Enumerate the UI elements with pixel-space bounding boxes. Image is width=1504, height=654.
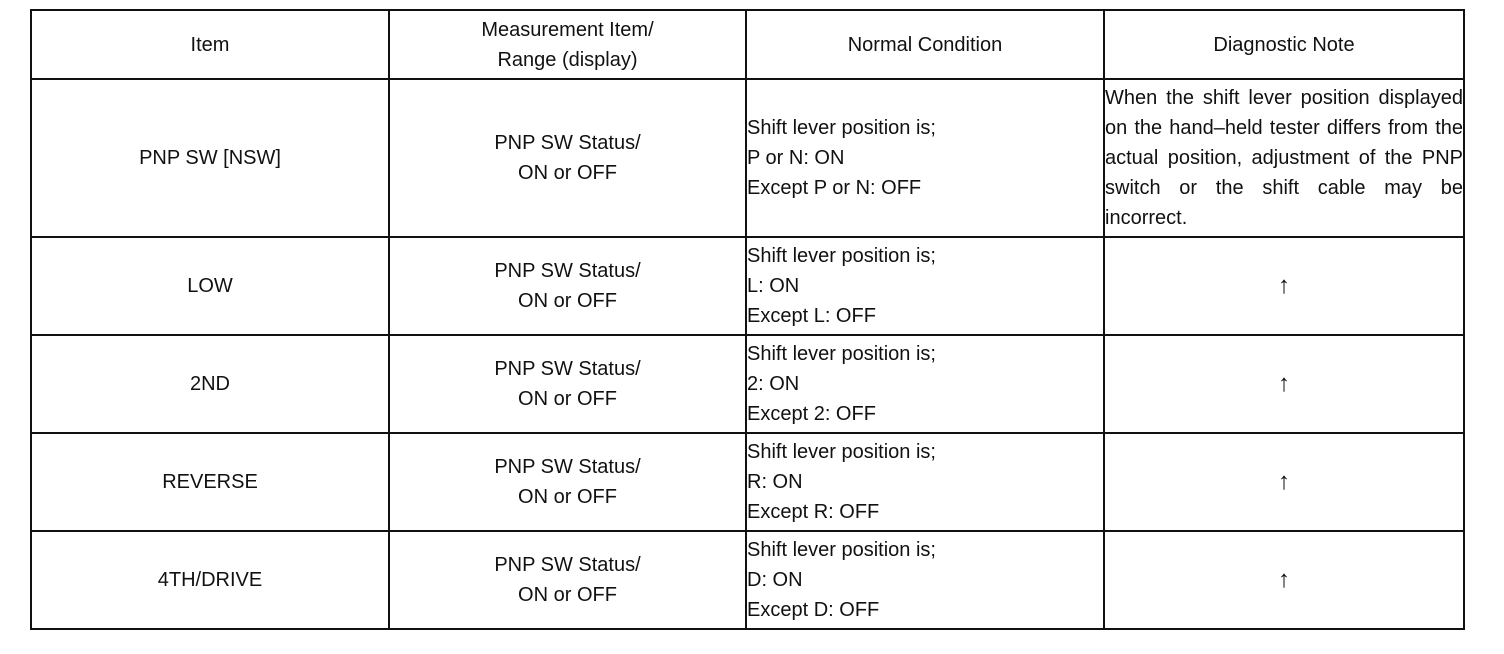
table-header-row bbox=[31, 10, 1464, 79]
normal-condition-line: Except P or N: OFF bbox=[747, 177, 922, 199]
diagnostic-note-cell bbox=[1104, 433, 1464, 531]
up-arrow-icon: ↑ bbox=[1278, 271, 1290, 299]
measurement-cell bbox=[389, 335, 746, 433]
table-row bbox=[31, 433, 1464, 531]
normal-condition-line: Except L: OFF bbox=[747, 305, 876, 327]
measurement-cell bbox=[389, 237, 746, 335]
header-measurement bbox=[389, 10, 746, 79]
normal-condition-line: Shift lever position is; bbox=[747, 343, 936, 365]
measurement-cell bbox=[389, 433, 746, 531]
item-name: PNP SW [NSW] bbox=[139, 147, 281, 169]
item-cell bbox=[31, 79, 389, 237]
header-item bbox=[31, 10, 389, 79]
normal-condition-line: P or N: ON bbox=[747, 147, 845, 169]
measurement-line: ON or OFF bbox=[518, 290, 617, 312]
measurement-line: ON or OFF bbox=[518, 486, 617, 508]
measurement-cell bbox=[389, 531, 746, 629]
normal-condition-cell bbox=[746, 335, 1104, 433]
up-arrow-icon: ↑ bbox=[1278, 467, 1290, 495]
normal-condition-cell bbox=[746, 433, 1104, 531]
measurement-line: ON or OFF bbox=[518, 584, 617, 606]
table-row bbox=[31, 335, 1464, 433]
item-name: LOW bbox=[187, 275, 233, 297]
item-name: 4TH/DRIVE bbox=[157, 569, 263, 591]
header-normal-label: Normal Condition bbox=[847, 33, 1003, 56]
measurement-line: PNP SW Status/ bbox=[494, 554, 641, 576]
normal-condition-cell bbox=[746, 237, 1104, 335]
item-cell bbox=[31, 531, 389, 629]
item-cell bbox=[31, 433, 389, 531]
item-name: 2ND bbox=[189, 373, 230, 395]
item-cell bbox=[31, 237, 389, 335]
measurement-cell bbox=[389, 79, 746, 237]
normal-condition-line: Shift lever position is; bbox=[747, 245, 936, 267]
normal-condition-cell bbox=[746, 531, 1104, 629]
normal-condition-line: Except R: OFF bbox=[747, 501, 880, 523]
measurement-line: PNP SW Status/ bbox=[494, 358, 641, 380]
normal-condition-line: Shift lever position is; bbox=[747, 539, 936, 561]
table-row bbox=[31, 79, 1464, 237]
up-arrow-icon: ↑ bbox=[1278, 565, 1290, 593]
item-cell bbox=[31, 335, 389, 433]
normal-condition-line: R: ON bbox=[747, 471, 803, 493]
normal-condition-line: L: ON bbox=[747, 275, 800, 297]
header-note-label: Diagnostic Note bbox=[1213, 33, 1355, 56]
up-arrow-icon: ↑ bbox=[1278, 369, 1290, 397]
header-measurement-line: Measurement Item/ bbox=[481, 18, 654, 41]
table-row bbox=[31, 531, 1464, 629]
normal-condition-line: 2: ON bbox=[747, 373, 800, 395]
header-item-label: Item bbox=[190, 33, 230, 56]
normal-condition-line: D: ON bbox=[747, 569, 803, 591]
measurement-line: ON or OFF bbox=[518, 388, 617, 410]
measurement-line: PNP SW Status/ bbox=[494, 260, 641, 282]
item-name: REVERSE bbox=[162, 471, 258, 493]
measurement-line: PNP SW Status/ bbox=[494, 132, 641, 154]
diagnostic-note-cell bbox=[1104, 335, 1464, 433]
measurement-line: PNP SW Status/ bbox=[494, 456, 641, 478]
header-normal-condition bbox=[746, 10, 1104, 79]
header-diagnostic-note bbox=[1104, 10, 1464, 79]
normal-condition-line: Shift lever position is; bbox=[747, 117, 936, 139]
diagnostic-note-cell bbox=[1104, 79, 1464, 237]
normal-condition-line: Except 2: OFF bbox=[747, 403, 876, 425]
diagnostic-table bbox=[30, 9, 1465, 630]
table-row bbox=[31, 237, 1464, 335]
measurement-line: ON or OFF bbox=[518, 162, 617, 184]
diagnostic-note-text: When the shift lever position displayed on the hand–held tester differs from the actual position, adjustment of the PNP switch or the shift cable may be incorrect. bbox=[1105, 87, 1463, 229]
normal-condition-cell bbox=[746, 79, 1104, 237]
header-measurement-line: Range (display) bbox=[497, 48, 638, 71]
normal-condition-line: Except D: OFF bbox=[747, 599, 880, 621]
diagnostic-note-cell bbox=[1104, 237, 1464, 335]
diagnostic-note-cell bbox=[1104, 531, 1464, 629]
normal-condition-line: Shift lever position is; bbox=[747, 441, 936, 463]
